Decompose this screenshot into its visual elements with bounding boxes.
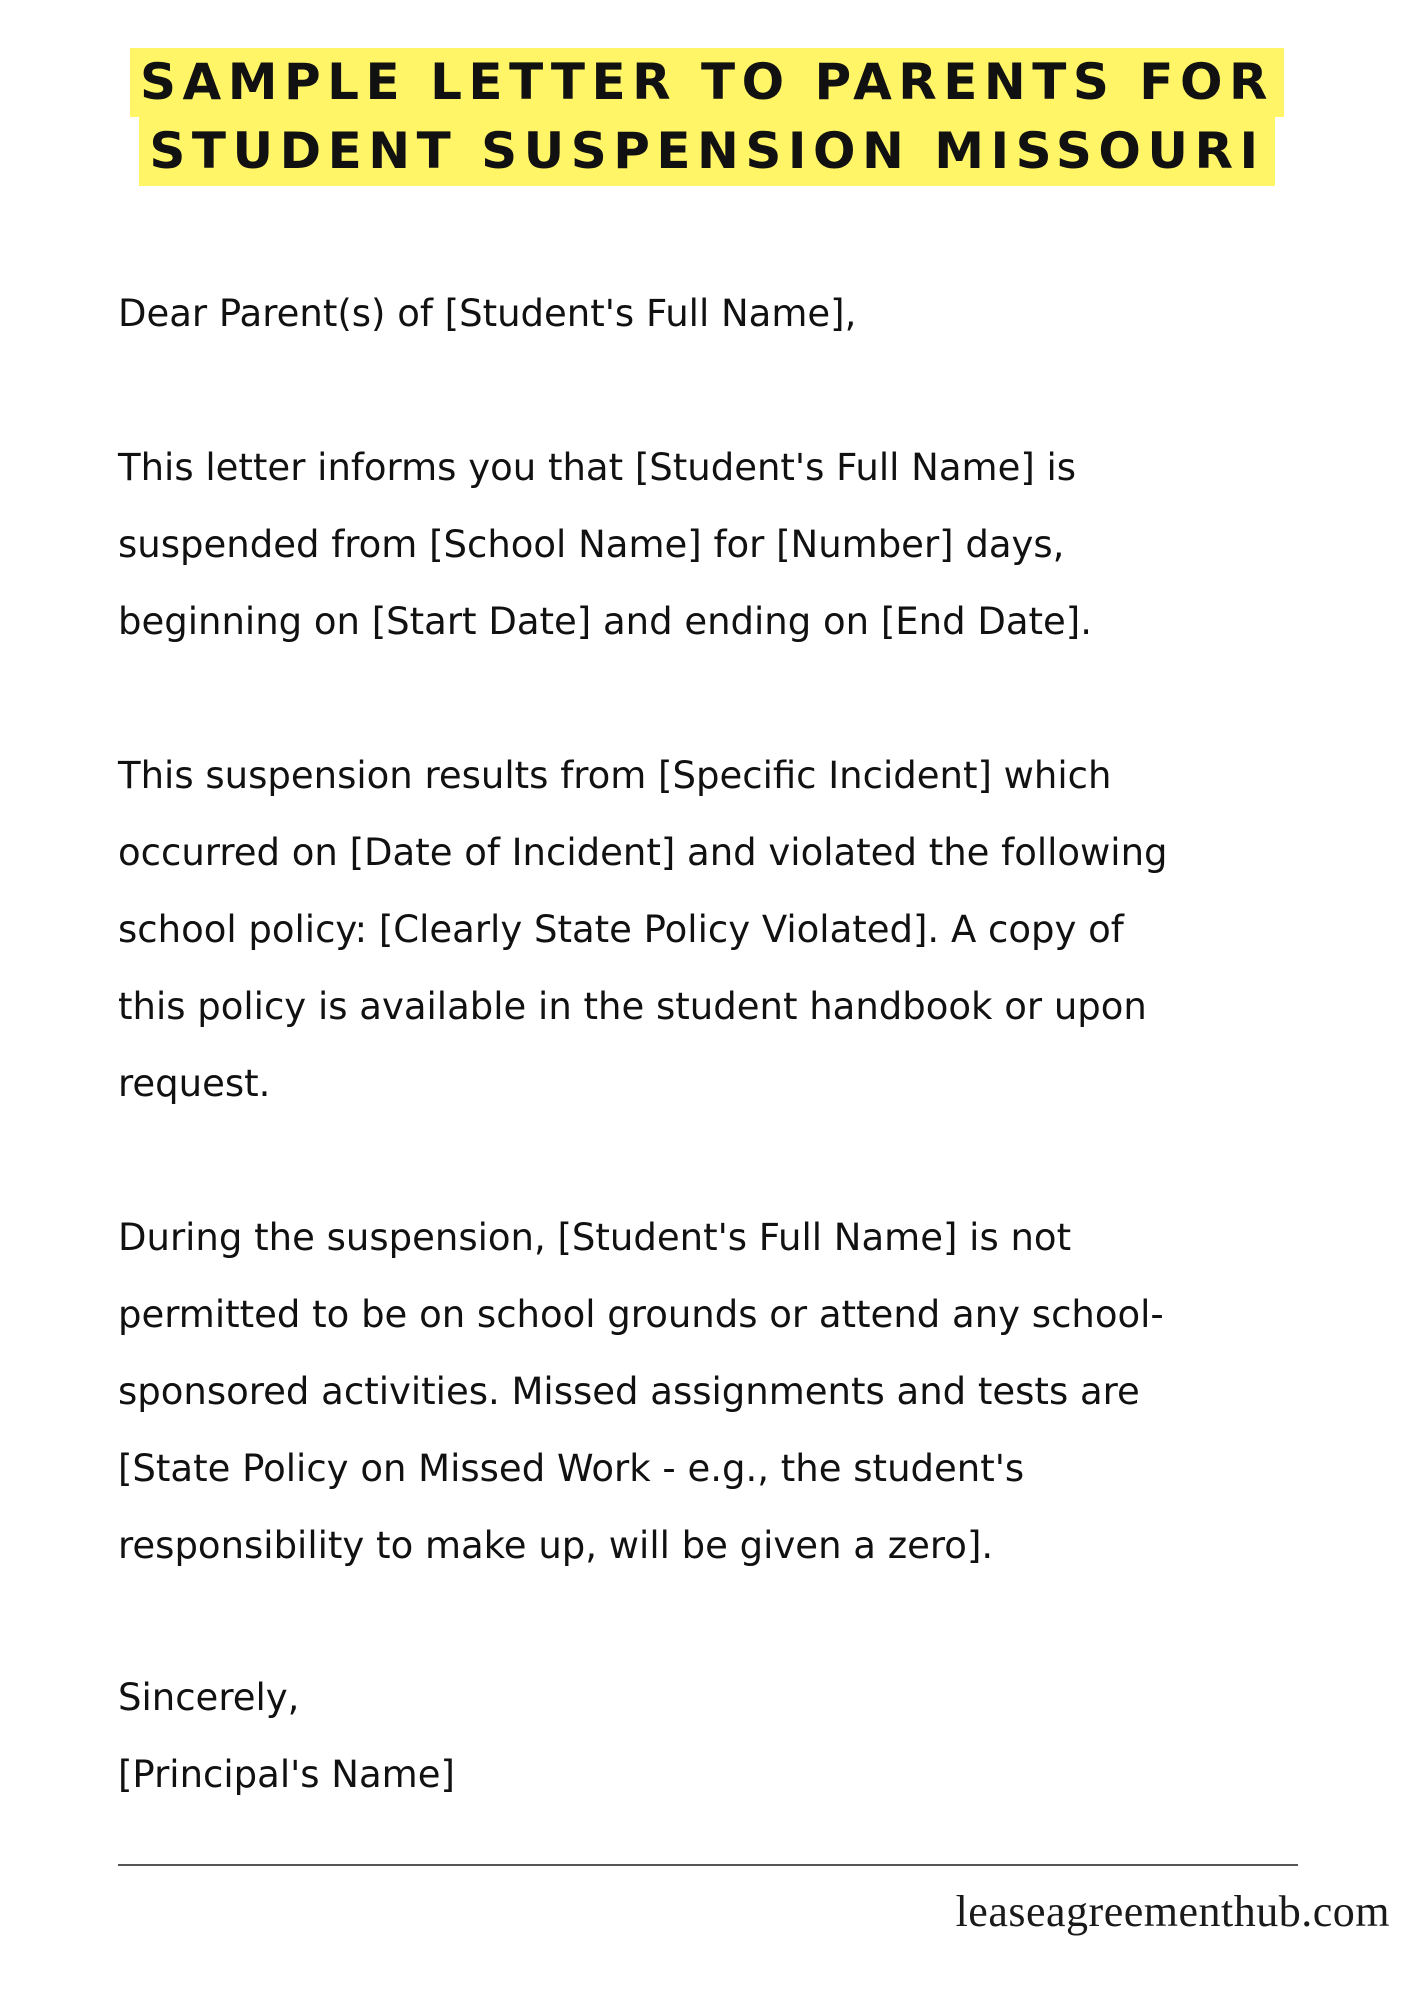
letter-paragraph-3 xyxy=(118,1199,1358,1584)
paragraph-line: beginning on [Start Date] and ending on [End Date]. xyxy=(118,600,1092,643)
title-line-2: STUDENT SUSPENSION MISSOURI xyxy=(139,117,1274,186)
letter-paragraph-2 xyxy=(118,737,1358,1122)
letter-closing-block xyxy=(118,1659,1358,1813)
paragraph-line: permitted to be on school grounds or attend any school- xyxy=(118,1293,1164,1336)
letter-signature: [Principal's Name] xyxy=(118,1753,455,1796)
paragraph-line: suspended from [School Name] for [Number] days, xyxy=(118,523,1065,566)
title-line-1: SAMPLE LETTER TO PARENTS FOR xyxy=(130,48,1284,117)
paragraph-line: This letter informs you that [Student's Full Name] is xyxy=(118,446,1077,489)
paragraph-line: school policy: [Clearly State Policy Violated]. A copy of xyxy=(118,908,1124,951)
paragraph-line: This suspension results from [Specific Incident] which xyxy=(118,754,1112,797)
letter-greeting: Dear Parent(s) of [Student's Full Name], xyxy=(118,292,857,335)
footer-divider xyxy=(118,1864,1298,1866)
paragraph-line: this policy is available in the student handbook or upon xyxy=(118,985,1147,1028)
paragraph-line: request. xyxy=(118,1062,271,1105)
footer-site-name: leaseagreementhub.com xyxy=(955,1887,1390,1936)
document-title xyxy=(0,48,1414,186)
paragraph-line: During the suspension, [Student's Full Name] is not xyxy=(118,1216,1072,1259)
paragraph-line: sponsored activities. Missed assignments and tests are xyxy=(118,1370,1140,1413)
paragraph-line: occurred on [Date of Incident] and violated the following xyxy=(118,831,1168,874)
letter-paragraph-1 xyxy=(118,429,1358,660)
paragraph-line: [State Policy on Missed Work - e.g., the student's xyxy=(118,1447,1025,1490)
letter-closing: Sincerely, xyxy=(118,1676,300,1719)
paragraph-line: responsibility to make up, will be given a zero]. xyxy=(118,1524,994,1567)
